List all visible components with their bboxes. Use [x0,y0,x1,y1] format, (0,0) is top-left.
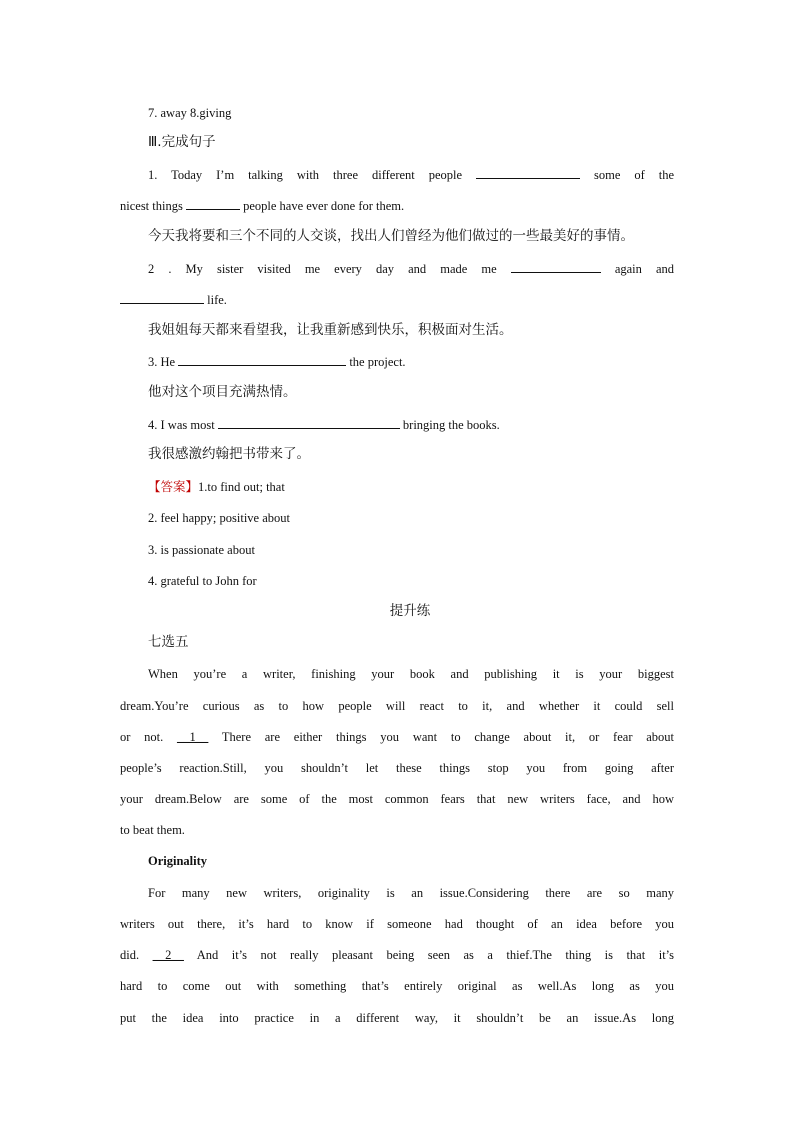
blank-field[interactable] [186,198,240,210]
passage-p2-line-3-a: did. [120,948,140,962]
passage-p2-line-4: hard to come out with something that’s entirely original as well.As long as you [120,979,674,993]
sentence-2-part-b: again and [614,262,675,276]
answer-3: 3. is passionate about [148,543,255,557]
sentence-1-part-b: some of the [594,168,674,182]
sentence-1-part-d: people have ever done for them. [243,199,405,213]
task-heading: 七选五 [148,634,189,650]
sentence-1-line-1 [148,167,674,183]
sentence-1-line-2 [120,198,674,214]
passage-p1-line-5: your dream.Below are some of the most common fears that new writers face, and how [120,792,674,806]
passage-p1-line-4: people’s reaction.Still, you shouldn’t let these things stop you from going after [120,761,674,775]
vocab-answers: 7. away 8.giving [148,106,232,120]
sentence-3 [148,354,674,370]
sub-heading-originality: Originality [148,854,208,868]
sentence-4 [148,417,674,433]
section-title: Ⅲ.完成句子 [148,134,216,150]
blank-field[interactable] [511,261,601,273]
sentence-1-part-a: 1. Today I’m talking with three different people [148,168,463,182]
practice-heading: 提升练 [389,603,431,619]
passage-p1-line-3-a: or not. [120,730,164,744]
answer-4: 4. grateful to John for [148,574,257,588]
passage-p2-line-1: For many new writers, originality is an issue.Considering there are so many [148,886,674,900]
sentence-2-part-c: life. [207,293,227,307]
blank-field[interactable] [476,167,580,179]
sentence-4-part-b: bringing the books. [402,418,500,432]
passage-p1-line-2: dream.You’re curious as to how people will react to it, and whether it could sell [120,699,674,713]
sentence-1-part-c: nicest things [120,199,183,213]
passage-p2-line-5: put the idea into practice in a different way, it shouldn’t be an issue.As long [120,1011,674,1025]
sentence-3-part-a: 3. He [148,355,176,369]
passage-p2-line-3-b: And it’s not really pleasant being seen as a thief.The thing is that it’s [196,948,674,962]
sentence-4-translation: 我很感激约翰把书带来了。 [148,446,310,462]
answer-label: 【答案】 [148,479,199,494]
passage-p1-line-6: to beat them. [120,823,185,837]
passage-p1-line-1: When you’re a writer, finishing your book and publishing it is your biggest [148,667,674,681]
passage-p2-line-3 [120,947,674,963]
passage-p2-line-2: writers out there, it’s hard to know if someone had thought of an idea before you [120,917,674,931]
sentence-3-part-b: the project. [349,355,406,369]
sentence-4-part-a: 4. I was most [148,418,215,432]
sentence-2-part-a: 2 . My sister visited me every day and made me [148,262,497,276]
sentence-3-translation: 他对这个项目充满热情。 [148,384,297,400]
blank-field[interactable] [178,354,346,366]
sentence-2-translation: 我姐姐每天都来看望我，让我重新感到快乐，积极面对生活。 [148,322,513,338]
answer-2: 2. feel happy; positive about [148,511,290,525]
blank-field[interactable] [120,292,204,304]
passage-p1-line-3-b: There are either things you want to change about it, or fear about [221,730,675,744]
answer-1-text: 1.to find out; that [198,480,285,494]
blank-2[interactable]: __2__ [152,948,184,962]
blank-1[interactable]: __1__ [177,730,209,744]
blank-field[interactable] [218,417,400,429]
sentence-1-translation: 今天我将要和三个不同的人交谈，找出人们曾经为他们做过的一些最美好的事情。 [148,228,634,244]
sentence-2-line-2 [120,292,674,308]
sentence-2-line-1 [148,261,674,277]
passage-p1-line-3 [120,729,674,745]
answer-1 [148,479,674,495]
